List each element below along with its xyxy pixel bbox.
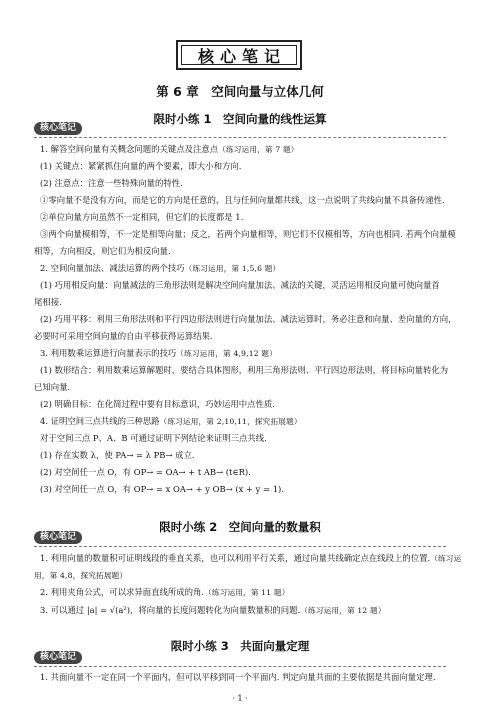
note-line: ②单位向量方向虽然不一定相同，但它们的长度都是 1. xyxy=(40,212,244,222)
note-line: (2) 巧用平移：利用三角形法则和平行四边形法则进行向量加法、减法运算时，务必注意和向量、差向量的方向， xyxy=(40,314,457,324)
note-line: (2) 对空间任一点 O，有 OP→ = OA→ + t AB→ (t∈R). xyxy=(40,467,251,477)
note-line: 用，第 4,8，探究拓展题） xyxy=(34,571,128,580)
section-divider-1 xyxy=(34,137,446,138)
note-line: (3) 对空间任一点 O，有 OP→ = x OA→ + y OB→ (x + y = 1). xyxy=(40,484,284,494)
core-notes-tag-1: 核心笔记 xyxy=(34,122,82,135)
note-line: (1) 巧用相反向量：向量减法的三角形法则是解决空间向量加法、减法的关键，灵活运用相反向量可使向量首 xyxy=(40,280,440,290)
note-line: (2) 明确目标：在化简过程中要有目标意识，巧妙运用中点性质. xyxy=(40,399,275,409)
core-notes-tag-3: 核心笔记 xyxy=(34,651,82,664)
core-notes-tag-2: 核心笔记 xyxy=(34,531,82,544)
note-line: 1. 利用向量的数量积可证明线段的垂直关系，也可以利用平行关系，通过向量共线确定点在线段上的位置.（练习运 xyxy=(40,553,462,563)
section-divider-2 xyxy=(34,546,446,547)
note-line: (1) 存在实数 λ，使 PA→ = λ PB→ 成立. xyxy=(40,450,195,460)
section-title-2: 限时小练 2 空间向量的数量积 xyxy=(159,520,321,534)
note-line: 3. 利用数乘运算进行向量表示的技巧（练习运用，第 4,9,12 题） xyxy=(40,348,278,358)
chapter-title: 第 6 章 空间向量与立体几何 xyxy=(156,84,324,99)
section-title-1: 限时小练 1 空间向量的线性运算 xyxy=(153,112,327,126)
note-line: (1) 数形结合：利用数乘运算解题时，要结合具体图形，利用三角形法则、平行四边形法则，将目标向量转化为 xyxy=(40,365,449,375)
note-line: 相等，方向相反，则它们为相反向量. xyxy=(34,246,171,256)
note-line: 2. 空间向量加法、减法运算的两个技巧（练习运用，第 1,5,6 题） xyxy=(40,263,281,273)
note-line: ③两个向量模相等，不一定是相等向量；反之，若两个向量相等，则它们不仅模相等，方向也相同. 若两个向量模 xyxy=(40,229,456,239)
section-title-3: 限时小练 3 共面向量定理 xyxy=(170,639,310,653)
note-line: 2. 利用夹角公式，可以求异面直线所成的角.（练习运用，第 11 题） xyxy=(40,587,290,597)
note-line: 1. 共面向量不一定在同一个平面内，但可以平移到同一个平面内. 判定向量共面的主要依据是共面向量定理. xyxy=(40,672,436,682)
note-line: 4. 证明空间三点共线的三种思路（练习运用，第 2,10,11，探究拓展题） xyxy=(40,416,302,426)
note-line: (1) 关键点：紧紧抓住向量的两个要素，即大小和方向. xyxy=(40,161,242,171)
note-line: (2) 注意点：注意一些特殊向量的特性. xyxy=(40,178,183,188)
page-banner xyxy=(176,40,302,70)
section-divider-3 xyxy=(34,666,446,667)
note-line: 尾相接. xyxy=(34,297,62,307)
note-line: 1. 解答空间向量有关概念问题的关键点及注意点（练习运用，第 7 题） xyxy=(40,144,299,154)
note-line: 必要时可采用空间向量的自由平移获得运算结果. xyxy=(34,331,213,341)
note-line: 已知向量. xyxy=(34,382,71,392)
note-line: 对于空间三点 P、A、B 可通过证明下列结论来证明三点共线. xyxy=(40,433,267,443)
note-line: ①零向量不是没有方向，而是它的方向是任意的，且与任何向量都共线，这一点说明了共线向量不具备传递性. xyxy=(40,195,445,205)
banner-title: 核心笔记 xyxy=(197,46,286,66)
note-line: 3. 可以通过 |a| = √(a²)，将向量的长度问题转化为向量数量积的问题.（练习运用，第 12 题） xyxy=(40,605,386,615)
page-number: · 1 · xyxy=(232,694,248,703)
